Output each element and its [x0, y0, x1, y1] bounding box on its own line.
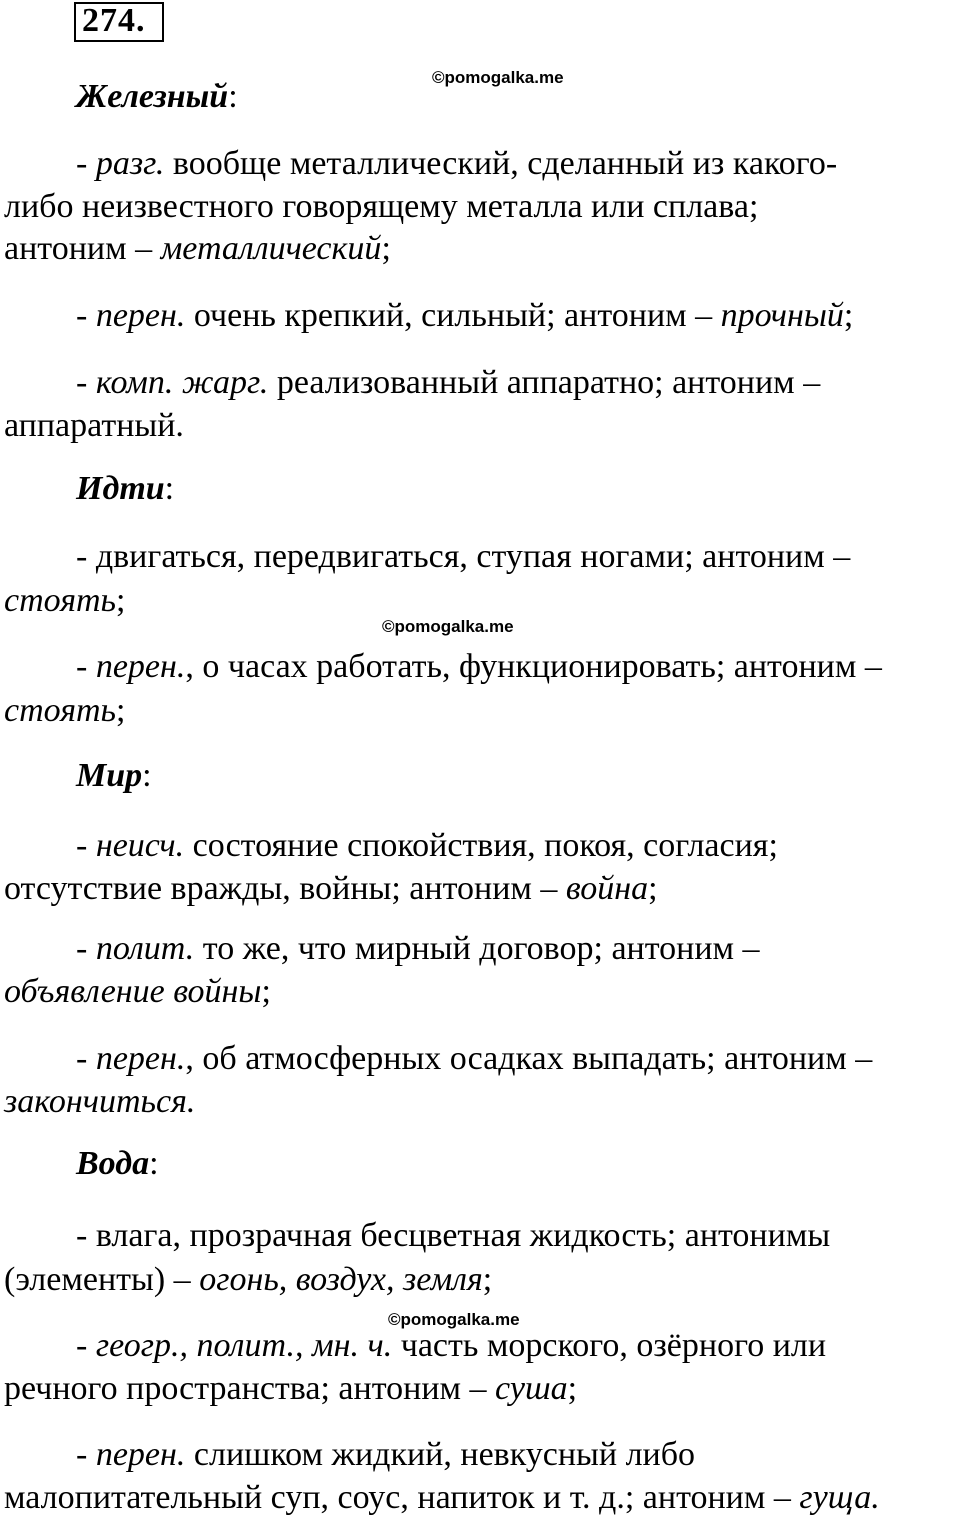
- sense-line-continuation: [4, 1479, 880, 1517]
- sense-line-first: [76, 364, 820, 402]
- sense-line-continuation: [4, 230, 391, 268]
- sense-line-continuation: [4, 407, 184, 445]
- sense-line-continuation: [4, 1261, 492, 1299]
- sense-text: часть морского, озёрного или: [392, 1327, 827, 1364]
- sense-text: , о часах работать, функционировать; антоним –: [185, 648, 882, 685]
- line-punct: ;: [116, 692, 126, 729]
- exercise-number: 274.: [74, 2, 164, 42]
- watermark: ©pomogalka.me: [432, 68, 564, 87]
- line-punct: ;: [482, 1261, 493, 1298]
- sense-text: состояние спокойствия, покоя, согласия;: [184, 827, 778, 864]
- line-punct: ;: [648, 870, 658, 907]
- sense-line-first: [76, 145, 837, 183]
- sense-text: речного пространства; антоним –: [4, 1370, 496, 1407]
- sense-line-continuation: [4, 692, 125, 730]
- sense-text: очень крепкий, сильный; антоним –: [185, 297, 721, 334]
- sense-dash: -: [76, 297, 96, 334]
- sense-text: то же, что мирный договор; антоним –: [194, 930, 760, 967]
- sense-dash: -: [76, 538, 96, 575]
- sense-line-first: [76, 930, 760, 968]
- sense-text: аппаратный.: [4, 407, 184, 444]
- sense-line-continuation: [4, 973, 271, 1011]
- sense-line-first: [76, 648, 882, 686]
- usage-label: перен.: [95, 1040, 186, 1077]
- sense-line-continuation: [4, 1083, 195, 1121]
- line-punct: ;: [116, 582, 126, 619]
- sense-text: , об атмосферных осадках выпадать; антоним –: [185, 1040, 873, 1077]
- sense-dash: -: [76, 827, 96, 864]
- headword-colon: :: [228, 78, 238, 115]
- headword-colon: :: [149, 1145, 159, 1182]
- sense-dash: -: [76, 1436, 96, 1473]
- usage-label: перен.: [95, 297, 186, 334]
- sense-text: малопитательный суп, соус, напиток и т. д.; антоним –: [4, 1479, 800, 1516]
- watermark: ©pomogalka.me: [382, 617, 514, 636]
- antonym: стоять: [4, 582, 117, 619]
- sense-text: отсутствие вражды, войны; антоним –: [4, 870, 566, 907]
- sense-text: антоним –: [4, 230, 161, 267]
- sense-text: влага, прозрачная бесцветная жидкость; антонимы: [95, 1217, 831, 1254]
- sense-line-continuation: [4, 582, 125, 620]
- sense-line-continuation: [4, 870, 658, 908]
- antonym: закончиться.: [4, 1083, 196, 1120]
- headword-text: Идти: [76, 470, 165, 507]
- usage-label: перен.: [95, 648, 186, 685]
- sense-line-first: [76, 297, 853, 335]
- sense-text: (элементы) –: [4, 1261, 200, 1298]
- antonym: металлический: [160, 230, 382, 267]
- usage-label: комп. жарг.: [95, 364, 269, 401]
- line-punct: ;: [381, 230, 391, 267]
- antonym: война: [565, 870, 649, 907]
- usage-label: перен.: [95, 1436, 186, 1473]
- sense-text: либо неизвестного говорящему металла или сплава;: [4, 188, 759, 225]
- line-punct: ;: [567, 1370, 578, 1407]
- sense-dash: -: [76, 145, 96, 182]
- sense-dash: -: [76, 648, 96, 685]
- sense-line-first: [76, 827, 778, 865]
- sense-dash: -: [76, 1217, 96, 1254]
- usage-label: полит.: [95, 930, 195, 967]
- headword-colon: :: [164, 470, 175, 507]
- watermark: ©pomogalka.me: [388, 1310, 520, 1329]
- usage-label: геогр., полит., мн. ч.: [95, 1327, 393, 1364]
- antonym: объявление войны: [4, 973, 262, 1010]
- antonym: стоять: [4, 692, 117, 729]
- sense-text: двигаться, передвигаться, ступая ногами; антоним –: [95, 538, 851, 575]
- antonym: суша: [495, 1370, 568, 1407]
- headword-colon: :: [142, 757, 152, 794]
- sense-line-continuation: [4, 1370, 577, 1408]
- entry-headword: [76, 470, 174, 508]
- sense-dash: -: [76, 364, 96, 401]
- antonym: огонь, воздух, земля: [199, 1261, 483, 1298]
- sense-line-first: [76, 1040, 872, 1078]
- line-punct: ;: [261, 973, 271, 1010]
- entry-headword: [76, 78, 238, 116]
- headword-text: Мир: [76, 757, 143, 794]
- sense-dash: -: [76, 1327, 96, 1364]
- headword-text: Железный: [76, 78, 229, 115]
- sense-text: реализованный аппаратно; антоним –: [268, 364, 821, 401]
- sense-line-first: [76, 1217, 830, 1255]
- sense-line-first: [76, 1436, 695, 1474]
- sense-text: слишком жидкий, невкусный либо: [185, 1436, 696, 1473]
- sense-dash: -: [76, 930, 96, 967]
- sense-dash: -: [76, 1040, 96, 1077]
- sense-line-first: [76, 538, 850, 576]
- sense-text: вообще металлический, сделанный из какого-: [164, 145, 838, 182]
- usage-label: разг.: [95, 145, 165, 182]
- usage-label: неисч.: [95, 827, 185, 864]
- entry-headword: [76, 1145, 159, 1183]
- antonym: прочный: [720, 297, 844, 334]
- line-punct: ;: [843, 297, 854, 334]
- headword-text: Вода: [76, 1145, 150, 1182]
- antonym: гуща.: [799, 1479, 880, 1516]
- entry-headword: [76, 757, 152, 795]
- sense-line-continuation: [4, 188, 758, 226]
- sense-line-first: [76, 1327, 826, 1365]
